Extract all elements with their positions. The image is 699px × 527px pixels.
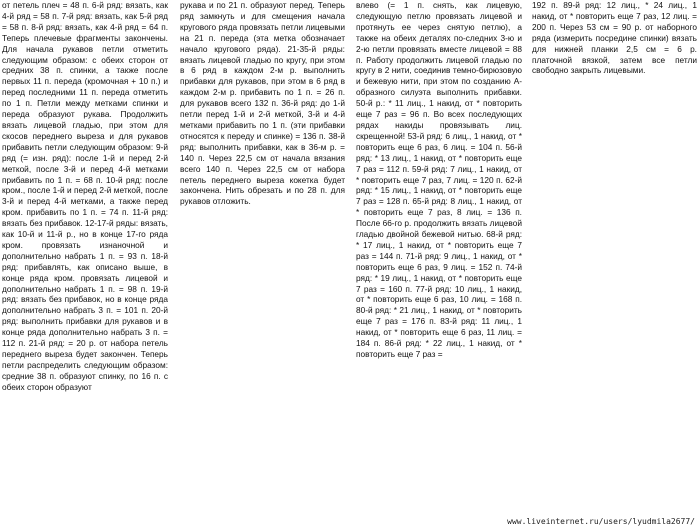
column-1-text: от петель плеч = 48 п. 6-й ряд: вязать, как 4-й ряд = 58 п. 7-й ряд: вязать, как 5-й ряд = 58 п. 8-й ряд: вязать, как 4-й ряд = 64 п. Теперь плечевые фрагменты закончены. Для начала рукавов петли отметить следующим образом: с обеих сторон от средних 38 п. спинки, а также после первых 11 п. переда (кромочная + 10 п.) и перед последними 11 п. переда отметить по 1 п. Петли между метками спинки и переда образуют рукава. Продолжить вязать лицевой гладью, при этом для скосов переднего выреза и для рукавов прибавить петли следующим образом: 9-й ряд (= изн. ряд): после 1-й и перед 2-й меткой, после 3-й и перед 4-й метками прибавить по 1 п. = 68 п. 10-й ряд: после кром., после 1-й и перед 2-й меткой, после 3-й и перед 4-й метками, а также перед кром. прибавить по 1 п. = 74 п. 11-й ряд: вязать без прибавок. 12-17-й ряды: вязать, как 10-й и 11-й р., но в конце 17-го ряда кром. провязать изнаночной и дополнительно набрать 1 п. = 93 п. 18-й ряд: прибавлять, как описано выше, в конце ряда кром. провязать лицевой и дополнительно набрать 1 п. = 98 п. 19-й ряд: вязать без прибавок, но в конце ряда дополнительно набрать 3 п. = 101 п. 20-й ряд: выполнить прибавки для рукавов и в конце ряда дополнительно набрать 3 п. = 112 п. 21-й ряд: = 20 р. от набора петель переднего выреза будет закончен. Теперь петли распределить следующим образом: средние 38 п. образуют спинку, по 16 п. с обеих сторон образуют bbox=[2, 0, 168, 392]
column-3-text: влево (= 1 п. снять, как лицевую, следующую петлю провязать лицевой и протянуть ее через снятую петлю), а также на обеих деталях по-следних 3-ю и 2-ю петли провязать вместе лицевой = 88 п. Работу продолжить лицевой гладью по кругу в 2 нити, соединив темно-бирюзовую и бежевую нити, при этом по созданию А-образного силуэта выполнить прибавки. 50-й р.: * 11 лиц., 1 накид, от * повторить еще 7 раз = 96 п. Во всех последующих рядах накиды провязывать лиц. скрещенной! 53-й ряд: 6 лиц., 1 накид, от * повторить еще 6 раз, 6 лиц. = 104 п. 56-й ряд: * 13 лиц., 1 накид, от * повторить еще 7 раз = 112 п. 59-й ряд: 7 лиц., 1 накид, от * повторить еще 7 раз, 7 лиц. = 120 п. 62-й ряд: * 15 лиц., 1 накид, от * повторить еще 7 раз = 128 п. 65-й ряд: 8 лиц., 1 накид, от * повторить еще 7 раз, 8 лиц. = 136 п. После 66-го р. продолжить вязать лицевой гладью двойной бежевой нитью. 68-й ряд: * 17 лиц., 1 накид, от * повторить еще 7 раз = 144 п. 71-й ряд: 9 лиц., 1 накид, от * повторить еще 6 раз, 9 лиц. = 152 п. 74-й ряд: * 19 лиц., 1 накид, от * повторить еще 7 раз = 160 п. 77-й ряд: 10 лиц., 1 накид, от * повторить еще 6 раз, 10 лиц. = 168 п. 80-й ряд: * 21 лиц., 1 накид, от * повторить еще 7 раз = 176 п. 83-й ряд: 11 лиц., 1 накид, от * повторить еще 6 раз, 11 лиц. = 184 п. 86-й ряд: * 22 лиц., 1 накид, от * повторить еще 7 раз = bbox=[356, 0, 522, 359]
text-column-4 bbox=[532, 0, 697, 527]
text-column-3 bbox=[356, 0, 522, 527]
column-4-text: 192 п. 89-й ряд: 12 лиц., * 24 лиц., 1 накид, от * повторить еще 7 раз, 12 лиц. = 200 п. Через 53 см = 90 р. от наборного ряда (измерить посредине спинки) вязать для нижней планки 2,5 см = 6 р. платочной вязкой, затем все петли свободно закрыть лицевыми. bbox=[532, 0, 697, 76]
source-watermark: www.liveinternet.ru/users/lyudmila2677/ bbox=[504, 517, 695, 526]
column-2-text: рукава и по 21 п. образуют перед. Теперь ряд замкнуть и для смещения начала кругового ряда провязать петли лицевыми на 21 п. переда (эта метка обозначает начало кругового ряда). 21-35-й ряды: вязать лицевой гладью по кругу, при этом в 6 ряд в каждом 2-м р. выполнить прибавки для рукавов, при этом в 6 ряд в каждом 2-м р. прибавить по 1 п. = 26 п. для рукавов всего 132 п. 36-й ряд: до 1-й петли перед 1-й и 2-й меткой, 3-й и 4-й метками прибавить по 1 п. (эти прибавки относятся к переду и спинке) = 136 п. 38-й ряд: выполнить прибавки, как в 36-м р. = 140 п. Через 22,5 см от начала вязания всего 140 п. Через 22,5 см от набора петель переднего выреза кокетка будет закончена. Нить обрезать и по 28 п. для рукавов отложить. bbox=[180, 0, 345, 207]
text-column-2 bbox=[180, 0, 345, 527]
text-column-1 bbox=[2, 0, 168, 527]
